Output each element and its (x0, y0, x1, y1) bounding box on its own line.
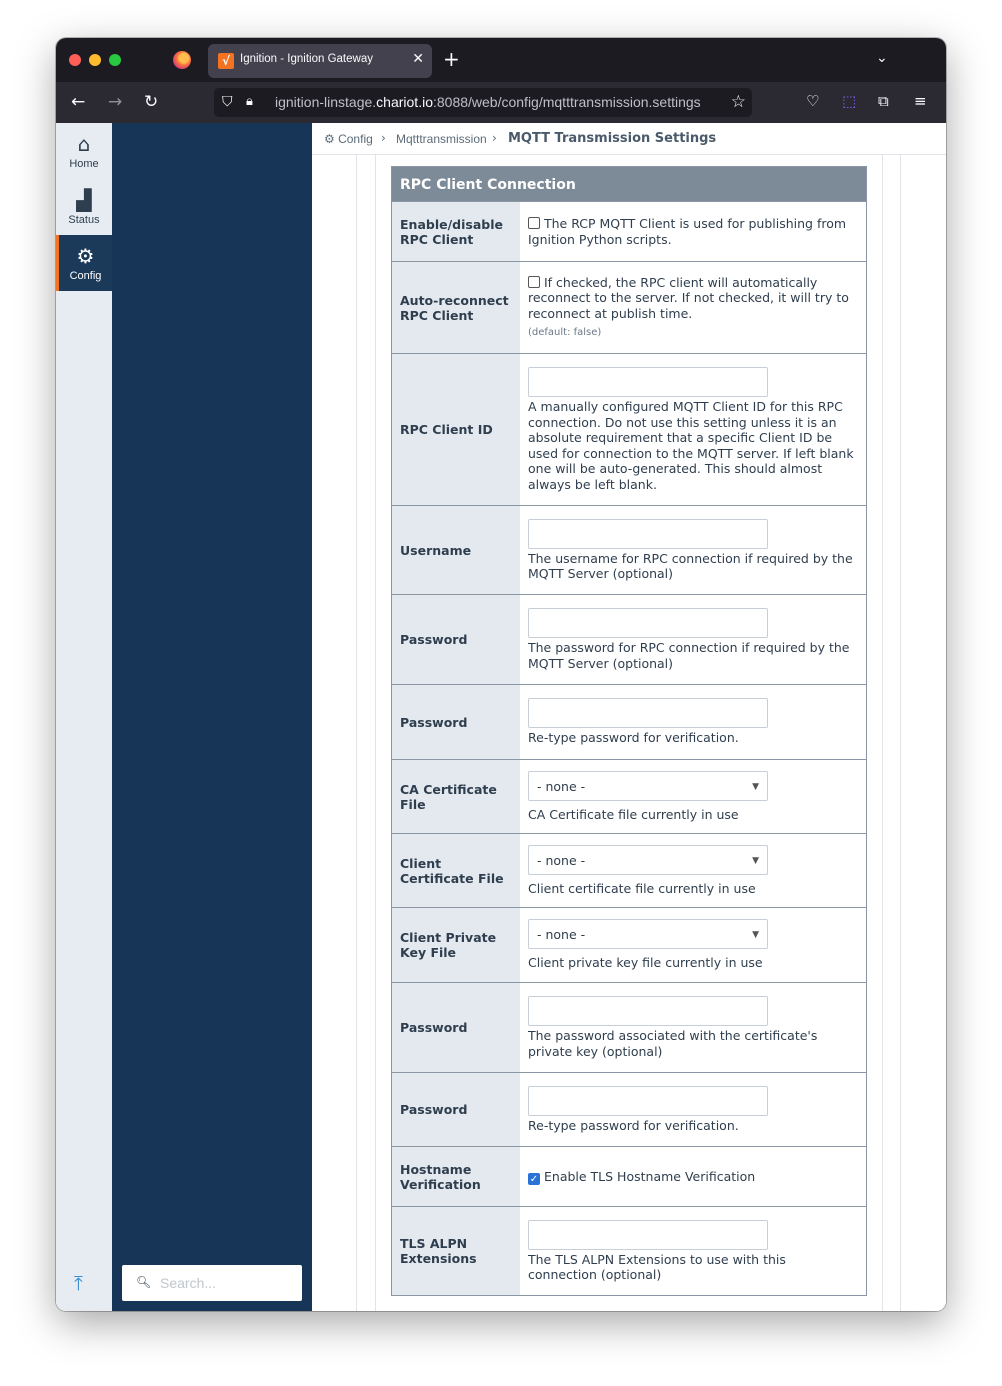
setting-label: Username (392, 506, 520, 594)
setting-row (392, 201, 866, 261)
setting-row (392, 261, 866, 353)
breadcrumb (312, 123, 946, 155)
minimize-window-button[interactable] (89, 54, 101, 66)
setting-label: RPC Client ID (392, 354, 520, 505)
divider (356, 155, 357, 1311)
setting-row (392, 1146, 866, 1206)
nav-rail (56, 123, 112, 1311)
breadcrumb-config[interactable]: ⚙ Config (324, 132, 373, 146)
menu-hamburger-icon[interactable]: ≡ (914, 92, 927, 110)
rail-label-home: Home (69, 158, 99, 170)
divider (882, 155, 883, 1311)
dropdown-arrow-icon: ▼ (752, 855, 759, 866)
tab-bar (56, 38, 946, 82)
setting-row (392, 684, 866, 759)
gear-icon: ⚙ (76, 244, 95, 268)
new-tab-icon[interactable]: + (443, 47, 460, 71)
setting-description: The password for RPC connection if required by the MQTT Server (optional) (528, 640, 850, 671)
reload-icon[interactable]: ↻ (144, 92, 159, 112)
setting-row (392, 353, 866, 505)
username-input[interactable] (528, 519, 768, 549)
page-title: MQTT Transmission Settings (508, 131, 717, 146)
setting-label: Client Certificate File (392, 834, 520, 907)
url-text[interactable]: ignition-linstage.chariot.io:8088/web/config/mqtttransmission.settings (275, 94, 701, 110)
rail-item-home[interactable] (56, 123, 112, 179)
browser-window (56, 38, 946, 1311)
divider (900, 155, 901, 1311)
setting-description: Re-type password for verification. (528, 1117, 739, 1133)
setting-row (392, 1206, 866, 1295)
setting-row (392, 833, 866, 907)
setting-label: Password (392, 1073, 520, 1146)
tracking-shield-icon[interactable]: ⛉ (222, 94, 233, 110)
nav-bar (56, 82, 946, 123)
setting-row (392, 907, 866, 982)
back-arrow-icon[interactable]: ← (71, 92, 86, 112)
breadcrumb-chevron-icon: › (492, 131, 497, 145)
setting-description: Re-type password for verification. (528, 730, 739, 746)
dropdown-arrow-icon: ▼ (752, 930, 759, 941)
ca-certificate-select[interactable]: - none - ▼ (528, 771, 768, 801)
rail-item-status[interactable] (56, 179, 112, 235)
auto-reconnect-checkbox[interactable] (528, 276, 540, 288)
setting-label: Client Private Key File (392, 908, 520, 982)
setting-label: Hostname Verification (392, 1147, 520, 1206)
main-content (312, 123, 946, 1311)
ignition-favicon-icon: √ (218, 53, 234, 69)
setting-description: If checked, the RPC client will automatically reconnect to the server. If not checked, it will try to reconnect at publish time. (528, 274, 849, 321)
setting-description: The TLS ALPN Extensions to use with this connection (optional) (528, 1251, 786, 1282)
address-bar[interactable] (214, 88, 752, 117)
setting-row (392, 759, 866, 833)
setting-label: Password (392, 595, 520, 684)
maximize-window-button[interactable] (109, 54, 121, 66)
setting-label: Password (392, 983, 520, 1072)
setting-row (392, 505, 866, 594)
screenshot-extension-icon[interactable]: ⬚ (842, 92, 857, 110)
setting-label: TLS ALPN Extensions (392, 1207, 520, 1295)
tab-close-icon[interactable]: ✕ (412, 51, 424, 67)
close-window-button[interactable] (69, 54, 81, 66)
key-password-confirm-input[interactable] (528, 1086, 768, 1116)
bookmark-star-icon[interactable]: ☆ (730, 92, 746, 112)
setting-label: CA Certificate File (392, 760, 520, 833)
divider (375, 155, 376, 1311)
setting-description: The RCP MQTT Client is used for publishing from Ignition Python scripts. (528, 216, 847, 247)
key-password-input[interactable] (528, 996, 768, 1026)
setting-description: The password associated with the certificate's private key (optional) (528, 1028, 818, 1059)
section-title: RPC Client Connection (392, 167, 866, 201)
setting-row (392, 1072, 866, 1146)
hostname-verification-checkbox[interactable]: ✓ (529, 1173, 539, 1185)
pocket-icon[interactable]: ♡ (806, 92, 820, 110)
forward-arrow-icon[interactable]: → (108, 92, 123, 112)
scroll-to-top-icon[interactable]: ⤒ (74, 1271, 83, 1295)
search-icon: 🔍︎ (136, 1275, 152, 1289)
setting-description: Enable TLS Hostname Verification (544, 1168, 756, 1184)
setting-row (392, 594, 866, 684)
password-input[interactable] (528, 608, 768, 638)
rpc-client-connection-section (391, 166, 867, 1296)
setting-description: A manually configured MQTT Client ID for this RPC connection. Do not use this setting unless it is an absolute requirement that a specific Client ID be used for connection to the MQTT server. If left blank one will be auto-generated. This should almost always be left blank. (528, 399, 854, 492)
rail-label-config: Config (69, 270, 102, 282)
config-menu-panel (112, 123, 312, 1311)
setting-description: Client private key file currently in use (528, 955, 763, 971)
client-certificate-select[interactable]: - none - ▼ (528, 845, 768, 875)
home-icon: ⌂ (77, 132, 91, 156)
rail-label-status: Status (68, 214, 100, 226)
setting-row (392, 982, 866, 1072)
setting-description: CA Certificate file currently in use (528, 806, 739, 822)
tab-title: Ignition - Ignition Gateway (240, 53, 373, 65)
enable-rpc-checkbox[interactable] (528, 217, 540, 229)
password-confirm-input[interactable] (528, 698, 768, 728)
browser-tab[interactable] (208, 44, 432, 78)
breadcrumb-mqtttransmission[interactable]: Mqtttransmission (396, 132, 487, 146)
gateway-app (56, 123, 946, 1311)
search-input[interactable] (160, 1273, 295, 1293)
dropdown-arrow-icon: ▼ (752, 781, 759, 792)
setting-label: Password (392, 685, 520, 759)
tls-alpn-input[interactable] (528, 1220, 768, 1250)
client-private-key-select[interactable]: - none - ▼ (528, 919, 768, 949)
menu-search (122, 1265, 302, 1301)
breadcrumb-chevron-icon: › (381, 131, 386, 145)
default-value: (default: false) (528, 327, 602, 338)
tab-list-chevron-icon[interactable]: ⌄ (876, 50, 888, 66)
rpc-client-id-input[interactable] (528, 367, 768, 397)
setting-description: Client certificate file currently in use (528, 880, 756, 896)
bar-chart-icon: ▟ (76, 188, 92, 212)
extensions-puzzle-icon[interactable]: ⧉ (878, 92, 889, 110)
firefox-icon[interactable] (173, 51, 191, 69)
setting-description: The username for RPC connection if required by the MQTT Server (optional) (528, 550, 853, 581)
setting-label: Enable/disable RPC Client (392, 202, 520, 261)
lock-icon[interactable]: 🔒︎ (246, 94, 253, 109)
rail-item-config[interactable] (56, 235, 112, 291)
setting-label: Auto-reconnect RPC Client (392, 262, 520, 353)
